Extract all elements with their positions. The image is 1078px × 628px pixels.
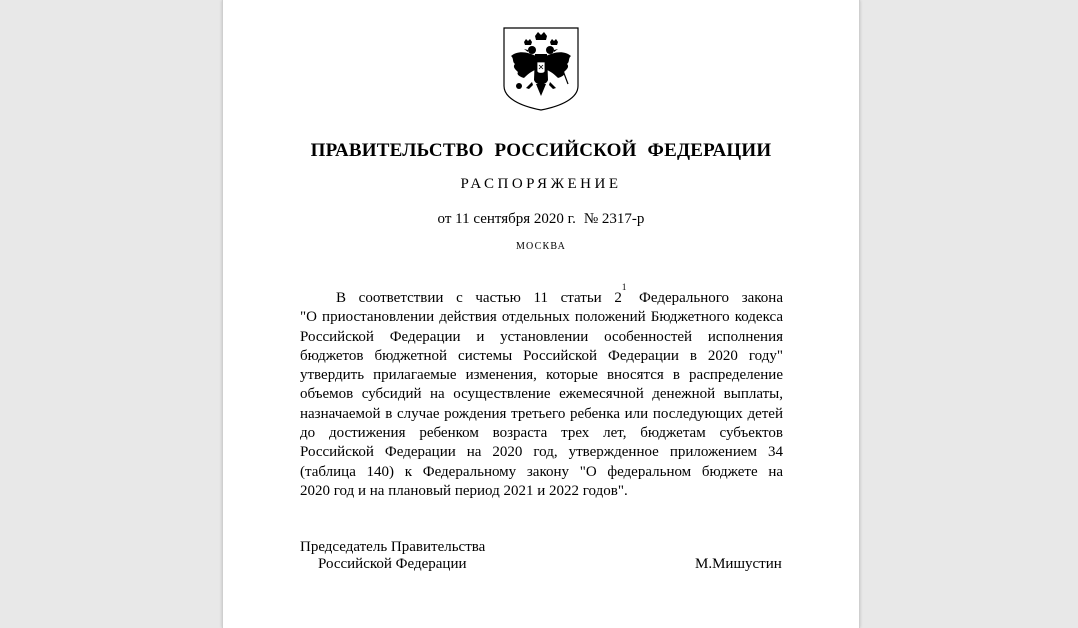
document-city: МОСКВА bbox=[515, 241, 567, 252]
document-number: № 2317-р bbox=[583, 211, 645, 227]
body-line: 2020 год и на плановый период 2021 и 2022 годов". bbox=[300, 482, 628, 499]
body-line: до достижения ребенком возраста трех лет, бюджетам субъектов bbox=[300, 425, 783, 442]
body-line: Российской Федерации и установлении особенностей исполнения bbox=[300, 328, 783, 345]
body-line: назначаемой в случае рождения третьего ребенка или последующих детей bbox=[300, 405, 783, 422]
document-page bbox=[222, 0, 860, 628]
government-title: ПРАВИТЕЛЬСТВО РОССИЙСКОЙ ФЕДЕРАЦИИ bbox=[310, 140, 772, 161]
body-line: (таблица 140) к Федеральному закону "О федеральном бюджете на bbox=[300, 463, 783, 480]
signer-position-line2: Российской Федерации bbox=[318, 556, 467, 572]
signer-name: М.Мишустин bbox=[695, 556, 782, 572]
body-line: "О приостановлении действия отдельных положений Бюджетного кодекса bbox=[300, 309, 783, 326]
body-line: бюджетов бюджетной системы Российской Федерации в 2020 году" bbox=[300, 347, 783, 364]
body-line: утвердить прилагаемые изменения, которые вносятся в распределение bbox=[300, 367, 783, 384]
body-line: Российской Федерации на 2020 год, утвержденное приложением 34 bbox=[300, 444, 783, 461]
body-line: объемов субсидий на осуществление ежемесячной денежной выплаты, bbox=[300, 386, 783, 403]
document-date: от 11 сентября 2020 г. bbox=[437, 211, 576, 227]
coat-of-arms-emblem bbox=[502, 26, 580, 112]
document-type: РАСПОРЯЖЕНИЕ bbox=[460, 176, 622, 192]
document-body bbox=[300, 282, 783, 501]
document-date-number bbox=[223, 211, 859, 228]
signer-position-line1: Председатель Правительства bbox=[300, 539, 486, 555]
body-line: В соответствии с частью 11 статьи $2^1$ Федерального закона bbox=[336, 282, 783, 306]
